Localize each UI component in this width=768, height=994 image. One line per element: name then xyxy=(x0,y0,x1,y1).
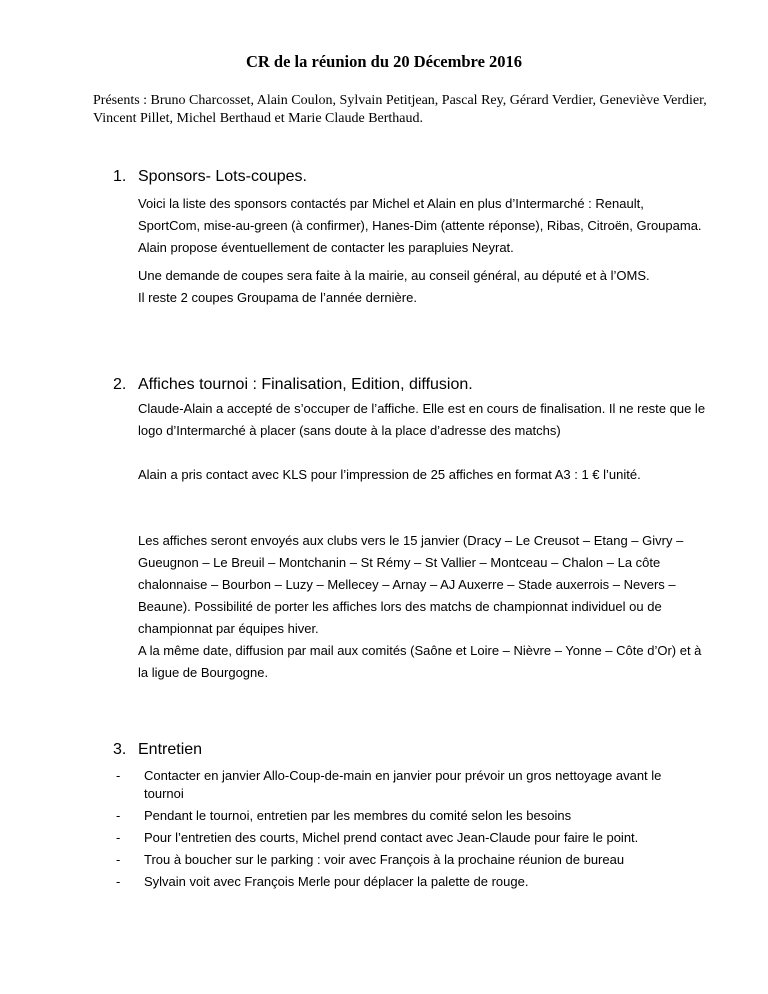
section-2-paragraph-4: A la même date, diffusion par mail aux comités (Saône et Loire – Nièvre – Yonne – Côte d’Or) et à la ligue de Bourgogne. xyxy=(138,643,702,680)
bullet-dash: - xyxy=(116,852,121,867)
list-item: - Pour l’entretien des courts, Michel prend contact avec Jean-Claude pour faire le point. xyxy=(116,830,639,845)
attendees-paragraph: Présents : Bruno Charcosset, Alain Coulon, Sylvain Petitjean, Pascal Rey, Gérard Verdier, Geneviève Verdier, Vincent Pillet, Michel Berthaud et Marie Claude Berthaud. xyxy=(93,93,707,126)
section-3-number: 3. xyxy=(113,741,127,758)
section-1-heading xyxy=(113,168,307,186)
section-2-number: 2. xyxy=(113,376,127,393)
section-2-heading xyxy=(113,376,473,394)
bullet-dash: - xyxy=(116,768,121,783)
section-2-paragraph-3: Les affiches seront envoyés aux clubs vers le 15 janvier (Dracy – Le Creusot – Etang – Givry – Gueugnon – Le Breuil – Montchanin – St Rémy – St Vallier – Montceau – Chalon – La côte chalonnaise – Bourbon – Luzy – Mellecey – Arnay – AJ Auxerre – Stade auxerrois – Nevers – Beaune). Possibilité de porter les affiches lors des matchs de championnat individuel ou de championnat par équipes hiver. xyxy=(138,533,684,636)
section-2-paragraph-1: Claude-Alain a accepté de s’occuper de l’affiche. Elle est en cours de finalisation. Il ne reste que le logo d’Intermarché à placer (sans doute à la place d’adresse des matchs) xyxy=(138,401,706,438)
section-1-paragraph-2-line-a: Une demande de coupes sera faite à la mairie, au conseil général, au député et à l’OMS. xyxy=(138,268,650,283)
bullet-dash: - xyxy=(116,874,121,889)
section-2-paragraph-2: Alain a pris contact avec KLS pour l’impression de 25 affiches en format A3 : 1 € l’unité. xyxy=(138,467,641,482)
document-title: CR de la réunion du 20 Décembre 2016 xyxy=(245,52,523,71)
section-3-title: Entretien xyxy=(138,741,203,758)
list-item: - Contacter en janvier Allo-Coup-de-main en janvier pour prévoir un gros nettoyage avant le tournoi xyxy=(116,768,662,801)
section-1-number: 1. xyxy=(113,168,127,185)
section-1-paragraph-2-line-b: Il reste 2 coupes Groupama de l’année dernière. xyxy=(138,290,417,305)
bullet-dash: - xyxy=(116,808,121,823)
section-3-heading xyxy=(113,741,202,759)
section-1-title: Sponsors- Lots-coupes. xyxy=(138,168,307,185)
list-item: - Trou à boucher sur le parking : voir avec François à la prochaine réunion de bureau xyxy=(116,852,625,867)
bullet-dash: - xyxy=(116,830,121,845)
section-2-title: Affiches tournoi : Finalisation, Edition, diffusion. xyxy=(138,376,473,393)
section-3-list xyxy=(116,767,716,895)
list-item: - Pendant le tournoi, entretien par les membres du comité selon les besoins xyxy=(116,808,572,823)
list-item: - Sylvain voit avec François Merle pour déplacer la palette de rouge. xyxy=(116,874,529,889)
section-1-paragraph-1: Voici la liste des sponsors contactés par Michel et Alain en plus d’Intermarché : Renault, SportCom, mise-au-green (à confirmer), Hanes-Dim (attente réponse), Ribas, Citroën, Groupama. Alain propose éventuellement de contacter les parapluies Neyrat. xyxy=(138,196,702,255)
section-1-paragraph-2 xyxy=(138,265,708,309)
